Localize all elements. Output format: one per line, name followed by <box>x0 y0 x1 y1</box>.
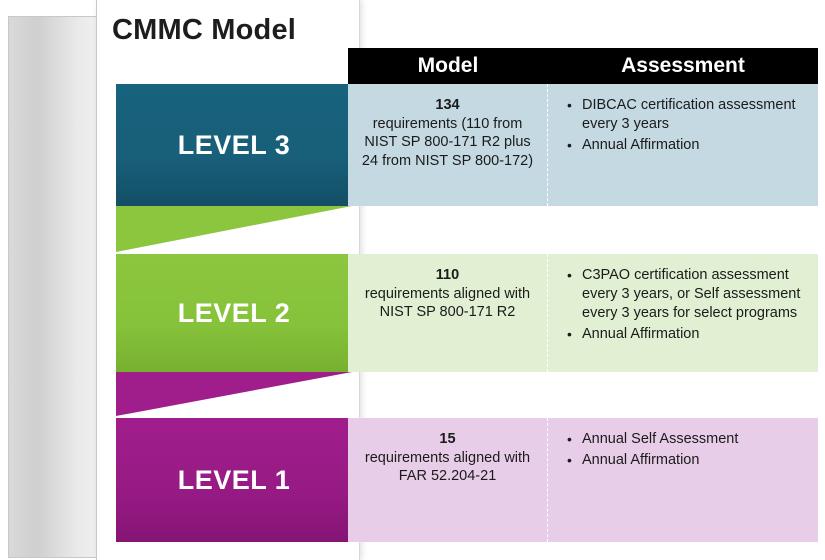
assessment-cell-level-2 <box>548 254 818 372</box>
diagram-3d-side-panel <box>8 16 106 558</box>
level-block-level-3 <box>116 84 352 206</box>
model-count-level-2: 110 <box>435 267 460 283</box>
table-row-level-1 <box>348 418 818 542</box>
list-item: • C3PAO certification assessment every 3 years, or Self assessment every 3 years for select programs <box>580 266 808 323</box>
level-label-1: LEVEL 1 <box>177 464 291 495</box>
list-item: • Annual Affirmation <box>580 451 808 470</box>
model-cell-level-3 <box>348 84 548 206</box>
level-label-2: LEVEL 2 <box>177 297 291 328</box>
table-header <box>348 48 818 84</box>
list-item: • DIBCAC certification assessment every 3 years <box>580 96 808 134</box>
level-block-level-2 <box>116 254 352 372</box>
level-label-3: LEVEL 3 <box>177 129 291 160</box>
model-text-level-2: requirements aligned with NIST SP 800-171 R2 <box>364 285 531 321</box>
table-row-level-2 <box>348 254 818 372</box>
level2-to-level1-connector <box>116 372 352 416</box>
model-cell-level-1 <box>348 418 548 542</box>
assessment-cell-level-1 <box>548 418 818 542</box>
level-block-level-1 <box>116 418 352 542</box>
column-header-model: Model <box>417 54 479 77</box>
level3-to-level2-connector <box>116 206 352 252</box>
table-row-level-3 <box>348 84 818 206</box>
model-text-level-1: requirements aligned with FAR 52.204-21 <box>364 449 531 485</box>
list-item: • Annual Affirmation <box>580 325 808 344</box>
page-title: CMMC Model <box>112 14 297 46</box>
model-count-level-3: 134 <box>435 97 460 113</box>
assessment-cell-level-3 <box>548 84 818 206</box>
list-item: • Annual Self Assessment <box>580 430 808 449</box>
model-cell-level-2 <box>348 254 548 372</box>
list-item: • Annual Affirmation <box>580 136 808 155</box>
model-count-level-1: 15 <box>439 431 456 447</box>
column-header-assessment: Assessment <box>621 54 745 77</box>
model-text-level-3: requirements (110 from NIST SP 800-171 R2 plus 24 from NIST SP 800-172) <box>361 115 534 169</box>
